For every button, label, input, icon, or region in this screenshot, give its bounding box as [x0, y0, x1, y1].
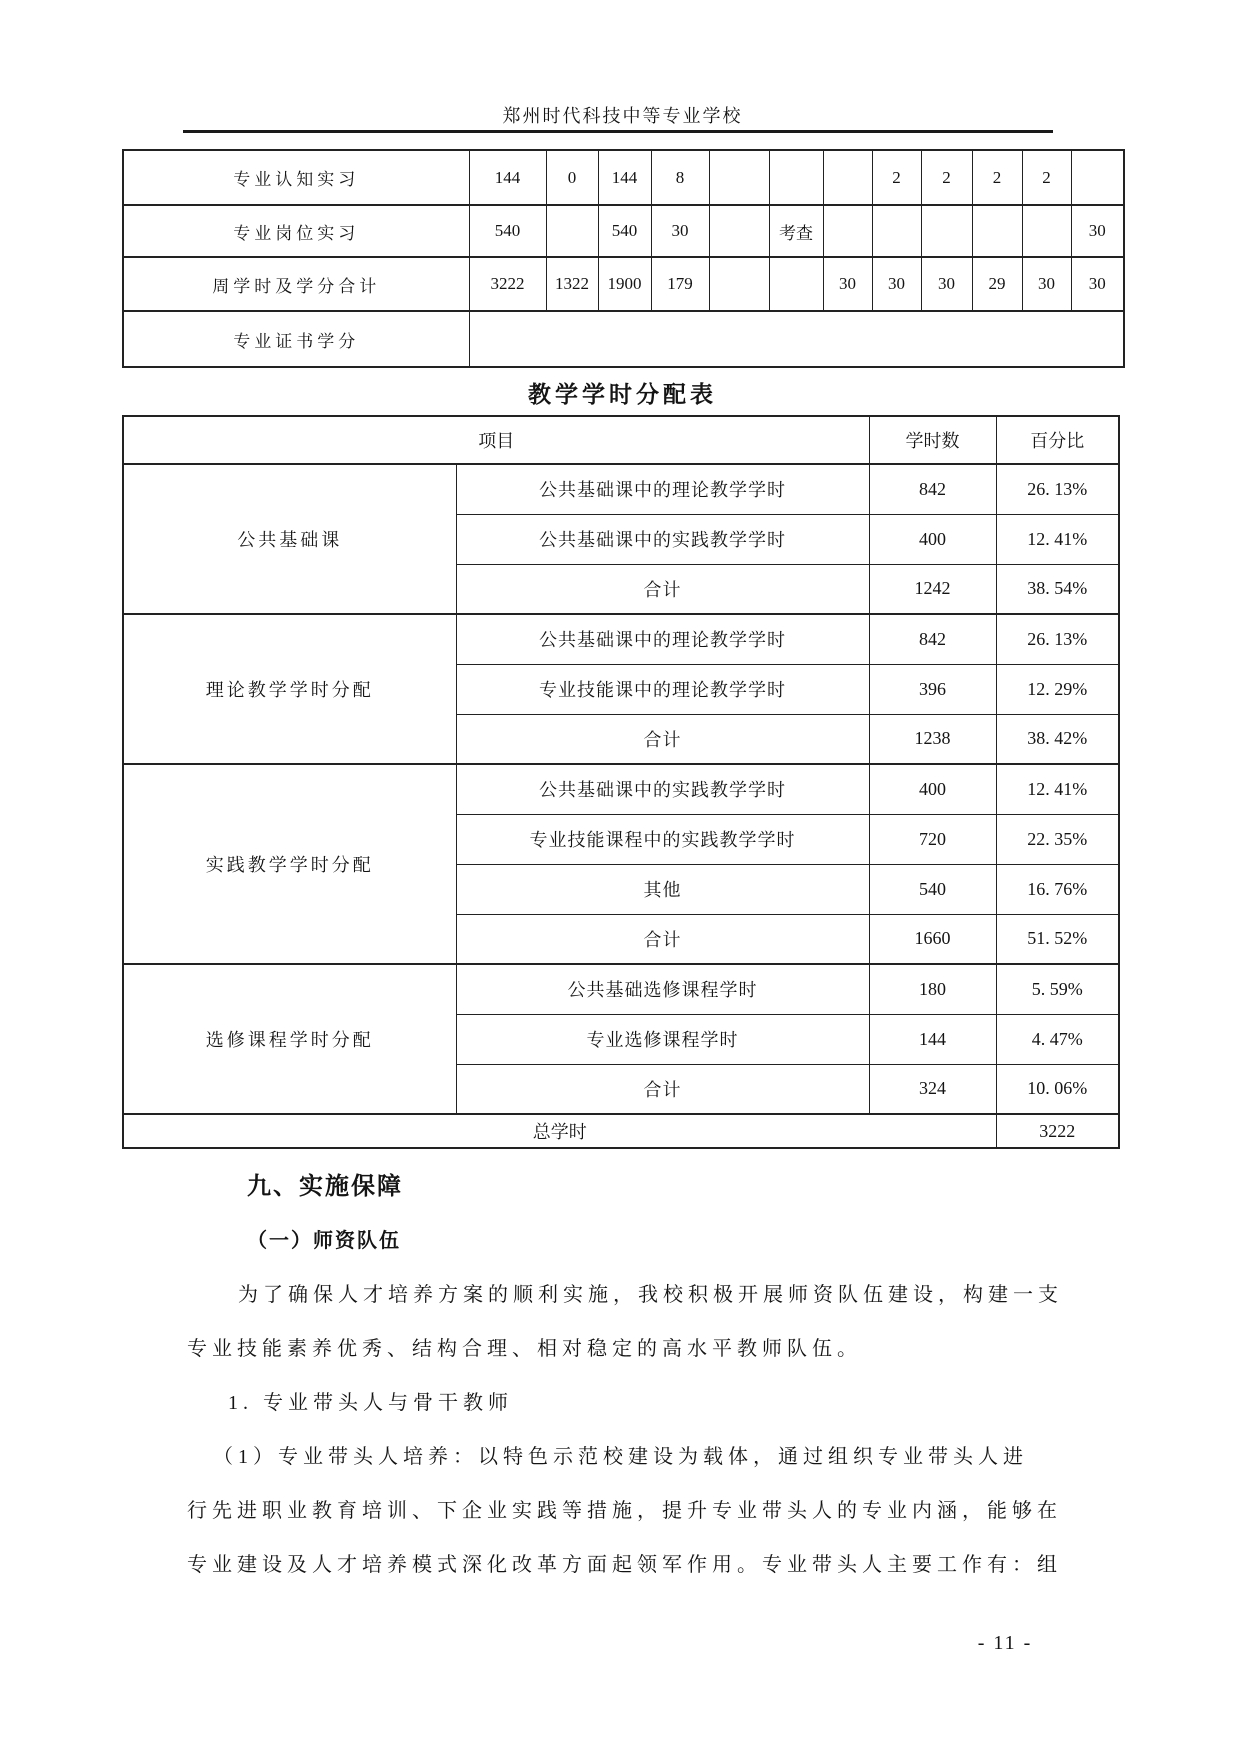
- cell-hours: 144: [869, 1014, 996, 1064]
- col-header-hours: 学时数: [869, 416, 996, 464]
- cell-hours: 396: [869, 664, 996, 714]
- total-row: [123, 1114, 1119, 1148]
- weekly-hours-summary-table: [122, 149, 1125, 368]
- table-title: 教学学时分配表: [528, 382, 717, 407]
- cell: 540: [469, 205, 546, 257]
- cell: 2: [1022, 150, 1071, 205]
- cell-hours: 1242: [869, 564, 996, 614]
- cell: 540: [598, 205, 651, 257]
- cell-item: 合计: [456, 1064, 869, 1114]
- cell-hours: 1238: [869, 714, 996, 764]
- cell: 2: [872, 150, 921, 205]
- cell: [823, 205, 872, 257]
- cell: 2: [921, 150, 972, 205]
- cell: [709, 205, 769, 257]
- cell-percent: 26. 13%: [996, 464, 1119, 514]
- page-number: - 11 -: [977, 1632, 1033, 1654]
- cell: [921, 205, 972, 257]
- table-row: [123, 964, 1119, 1014]
- cell-hours: 720: [869, 814, 996, 864]
- cell-percent: 38. 54%: [996, 564, 1119, 614]
- cell: 30: [651, 205, 709, 257]
- table-row: [123, 311, 1124, 367]
- row-label: 周学时及学分合计: [123, 257, 469, 311]
- cell: 179: [651, 257, 709, 311]
- cell: 3222: [469, 257, 546, 311]
- paragraph-line: 1. 专业带头人与骨干教师: [228, 1392, 513, 1414]
- cell: 8: [651, 150, 709, 205]
- cell-item: 公共基础课中的理论教学学时: [456, 614, 869, 664]
- cell: 30: [872, 257, 921, 311]
- section-heading: 九、实施保障: [247, 1173, 403, 1200]
- group-label: 理论教学学时分配: [123, 614, 456, 764]
- cell-percent: 10. 06%: [996, 1064, 1119, 1114]
- cell: [709, 257, 769, 311]
- cell-hours: 842: [869, 464, 996, 514]
- group-label: 选修课程学时分配: [123, 964, 456, 1114]
- table-row: [123, 205, 1124, 257]
- cell: 30: [823, 257, 872, 311]
- cell-hours: 400: [869, 514, 996, 564]
- cell: [872, 205, 921, 257]
- paragraph-line: 为了确保人才培养方案的顺利实施，我校积极开展师资队伍建设，构建一支: [238, 1284, 1063, 1306]
- paragraph-line: 专业技能素养优秀、结构合理、相对稳定的高水平教师队伍。: [187, 1338, 862, 1360]
- section-subheading: （一）师资队伍: [247, 1230, 401, 1252]
- cell-item: 专业技能课程中的实践教学学时: [456, 814, 869, 864]
- page-header-school-name: 郑州时代科技中等专业学校: [502, 106, 743, 126]
- cell-item: 其他: [456, 864, 869, 914]
- cell-item: 公共基础选修课程学时: [456, 964, 869, 1014]
- col-header-item: 项目: [123, 416, 869, 464]
- cell-item: 专业选修课程学时: [456, 1014, 869, 1064]
- cell: 30: [1071, 257, 1124, 311]
- cell: 0: [546, 150, 598, 205]
- cell: [709, 150, 769, 205]
- cell: 2: [972, 150, 1022, 205]
- row-label: 专业认知实习: [123, 150, 469, 205]
- row-label: 专业岗位实习: [123, 205, 469, 257]
- cell: 144: [469, 150, 546, 205]
- cell: [972, 205, 1022, 257]
- paragraph-line: 专业建设及人才培养模式深化改革方面起领军作用。专业带头人主要工作有：组: [187, 1554, 1062, 1576]
- cell-item: 公共基础课中的实践教学学时: [456, 764, 869, 814]
- cell-item: 合计: [456, 564, 869, 614]
- cell-percent: 38. 42%: [996, 714, 1119, 764]
- table-row: [123, 464, 1119, 514]
- cell-item: 合计: [456, 714, 869, 764]
- cell: [823, 150, 872, 205]
- cell-percent: 12. 41%: [996, 764, 1119, 814]
- cell: 30: [1022, 257, 1071, 311]
- cell-hours: 1660: [869, 914, 996, 964]
- paragraph-line: （1）专业带头人培养：以特色示范校建设为载体，通过组织专业带头人进: [213, 1446, 1028, 1468]
- cell: 1900: [598, 257, 651, 311]
- cell: 30: [1071, 205, 1124, 257]
- total-value: 3222: [996, 1114, 1119, 1148]
- cell: [769, 150, 823, 205]
- table-row: [123, 764, 1119, 814]
- table-header-row: [123, 416, 1119, 464]
- cell-percent: 16. 76%: [996, 864, 1119, 914]
- group-label: 公共基础课: [123, 464, 456, 614]
- body-paragraphs: [187, 1268, 1093, 1592]
- cell-item: 合计: [456, 914, 869, 964]
- cell: [469, 311, 1124, 367]
- total-label: 总学时: [123, 1114, 996, 1148]
- cell-item: 专业技能课中的理论教学学时: [456, 664, 869, 714]
- cell-percent: 51. 52%: [996, 914, 1119, 964]
- group-label: 实践教学学时分配: [123, 764, 456, 964]
- row-label: 专业证书学分: [123, 311, 469, 367]
- cell: [769, 257, 823, 311]
- teaching-hours-allocation-table: [122, 415, 1120, 1149]
- cell-percent: 12. 29%: [996, 664, 1119, 714]
- table-row: [123, 257, 1124, 311]
- cell-hours: 400: [869, 764, 996, 814]
- col-header-percent: 百分比: [996, 416, 1119, 464]
- header-rule: [183, 130, 1053, 133]
- cell-item: 公共基础课中的实践教学学时: [456, 514, 869, 564]
- cell: [1071, 150, 1124, 205]
- cell-hours: 540: [869, 864, 996, 914]
- cell-percent: 5. 59%: [996, 964, 1119, 1014]
- cell: [1022, 205, 1071, 257]
- cell: 29: [972, 257, 1022, 311]
- paragraph-line: 行先进职业教育培训、下企业实践等措施，提升专业带头人的专业内涵，能够在: [187, 1500, 1062, 1522]
- cell-item: 公共基础课中的理论教学学时: [456, 464, 869, 514]
- table-row: [123, 150, 1124, 205]
- cell: [546, 205, 598, 257]
- cell-percent: 26. 13%: [996, 614, 1119, 664]
- cell-percent: 4. 47%: [996, 1014, 1119, 1064]
- cell-percent: 22. 35%: [996, 814, 1119, 864]
- cell: 144: [598, 150, 651, 205]
- cell-hours: 180: [869, 964, 996, 1014]
- cell: 30: [921, 257, 972, 311]
- cell-hours: 842: [869, 614, 996, 664]
- cell: 1322: [546, 257, 598, 311]
- cell: 考查: [769, 205, 823, 257]
- cell-percent: 12. 41%: [996, 514, 1119, 564]
- table-row: [123, 614, 1119, 664]
- cell-hours: 324: [869, 1064, 996, 1114]
